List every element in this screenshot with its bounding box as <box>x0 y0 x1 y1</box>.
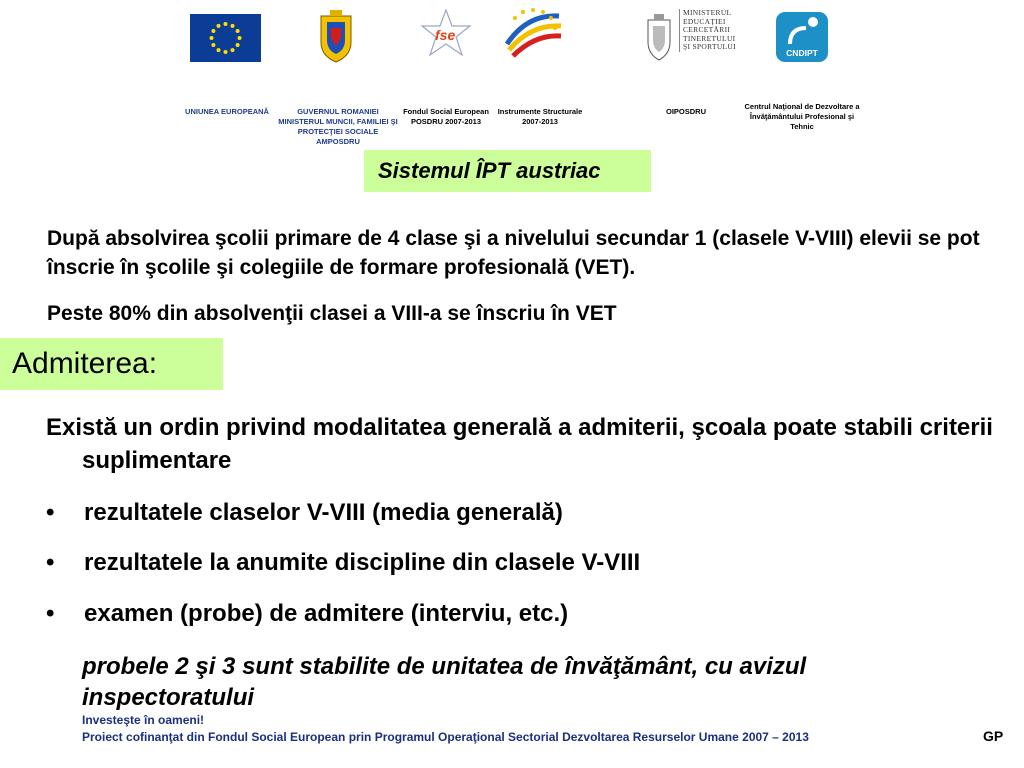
author-initials: GP <box>983 728 1004 744</box>
caption-uniunea-europeana: UNIUNEA EUROPEANĂ <box>185 107 269 116</box>
list-item <box>46 546 946 579</box>
bullet-icon: • <box>46 600 55 627</box>
admission-lead-text: Există un ordin privind modalitatea generală a admiterii, şcoala poate stabili criterii suplimentare <box>46 414 993 474</box>
ministry-emblem-icon <box>645 12 673 62</box>
admission-note: probele 2 şi 3 sunt stabilite de unitatea de învăţământ, cu avizul inspectoratului <box>82 653 807 711</box>
intro-paragraph-2: Peste 80% din absolvenţii clasei a VIII-a se înscriu în VET <box>47 302 617 325</box>
caption-oiposdru: OIPOSDRU <box>665 107 706 116</box>
intro-paragraph-1: După absolvirea şcolii primare de 4 clase şi a nivelului secundar 1 (clasele V-VIII) elevii se pot înscrie în şcolile şi colegiile de formare profesională (VET). <box>47 227 980 279</box>
cndipt-person-icon <box>776 12 828 48</box>
cndipt-logo-text: CNDIPT <box>786 48 818 58</box>
fse-logo-text: fse <box>435 27 456 43</box>
footer-slogan: Investeşte în oameni! <box>82 713 205 727</box>
bullet-icon: • <box>46 499 55 526</box>
list-item <box>46 496 946 529</box>
caption-instrumente-structurale: Instrumente Structurale 2007-2013 <box>497 107 583 126</box>
ministry-education-logo <box>645 8 741 66</box>
romanian-coat-of-arms-icon <box>313 8 359 64</box>
ministry-logo-text: MINISTERUL EDUCAŢIEI CERCETĂRII TINERETULUI ŞI SPORTULUI <box>679 9 747 52</box>
bullet-text: examen (probe) de admitere (interviu, etc.) <box>84 600 569 627</box>
slide-title: Sistemul ÎPT austriac <box>364 150 651 192</box>
instrumente-structurale-star-icon <box>497 4 569 66</box>
bullet-text: rezultatele claselor V-VIII (media generală) <box>84 499 563 526</box>
bullet-text: rezultatele la anumite discipline din clasele V-VIII <box>84 549 641 576</box>
cndipt-logo <box>776 12 828 62</box>
eu-flag-icon <box>190 14 261 62</box>
caption-fondul-social-european: Fondul Social European POSDRU 2007-2013 <box>403 107 489 126</box>
admission-heading: Admiterea: <box>0 338 223 390</box>
fse-star-icon <box>418 8 474 60</box>
bullet-icon: • <box>46 549 55 576</box>
caption-guvernul-romaniei: GUVERNUL ROMANIEI MINISTERUL MUNCII, FAMILIEI ŞI PROTECŢIEI SOCIALE AMPOSDRU <box>278 107 398 146</box>
caption-cndipt: Centrul Naţional de Dezvoltare a Învăţământului Profesional şi Tehnic <box>744 102 860 131</box>
footer-project-text: Proiect cofinanţat din Fondul Social European prin Programul Operaţional Sectorial Dezvoltarea Resurselor Umane 2007 – 2013 <box>82 730 809 744</box>
list-item <box>46 597 946 630</box>
